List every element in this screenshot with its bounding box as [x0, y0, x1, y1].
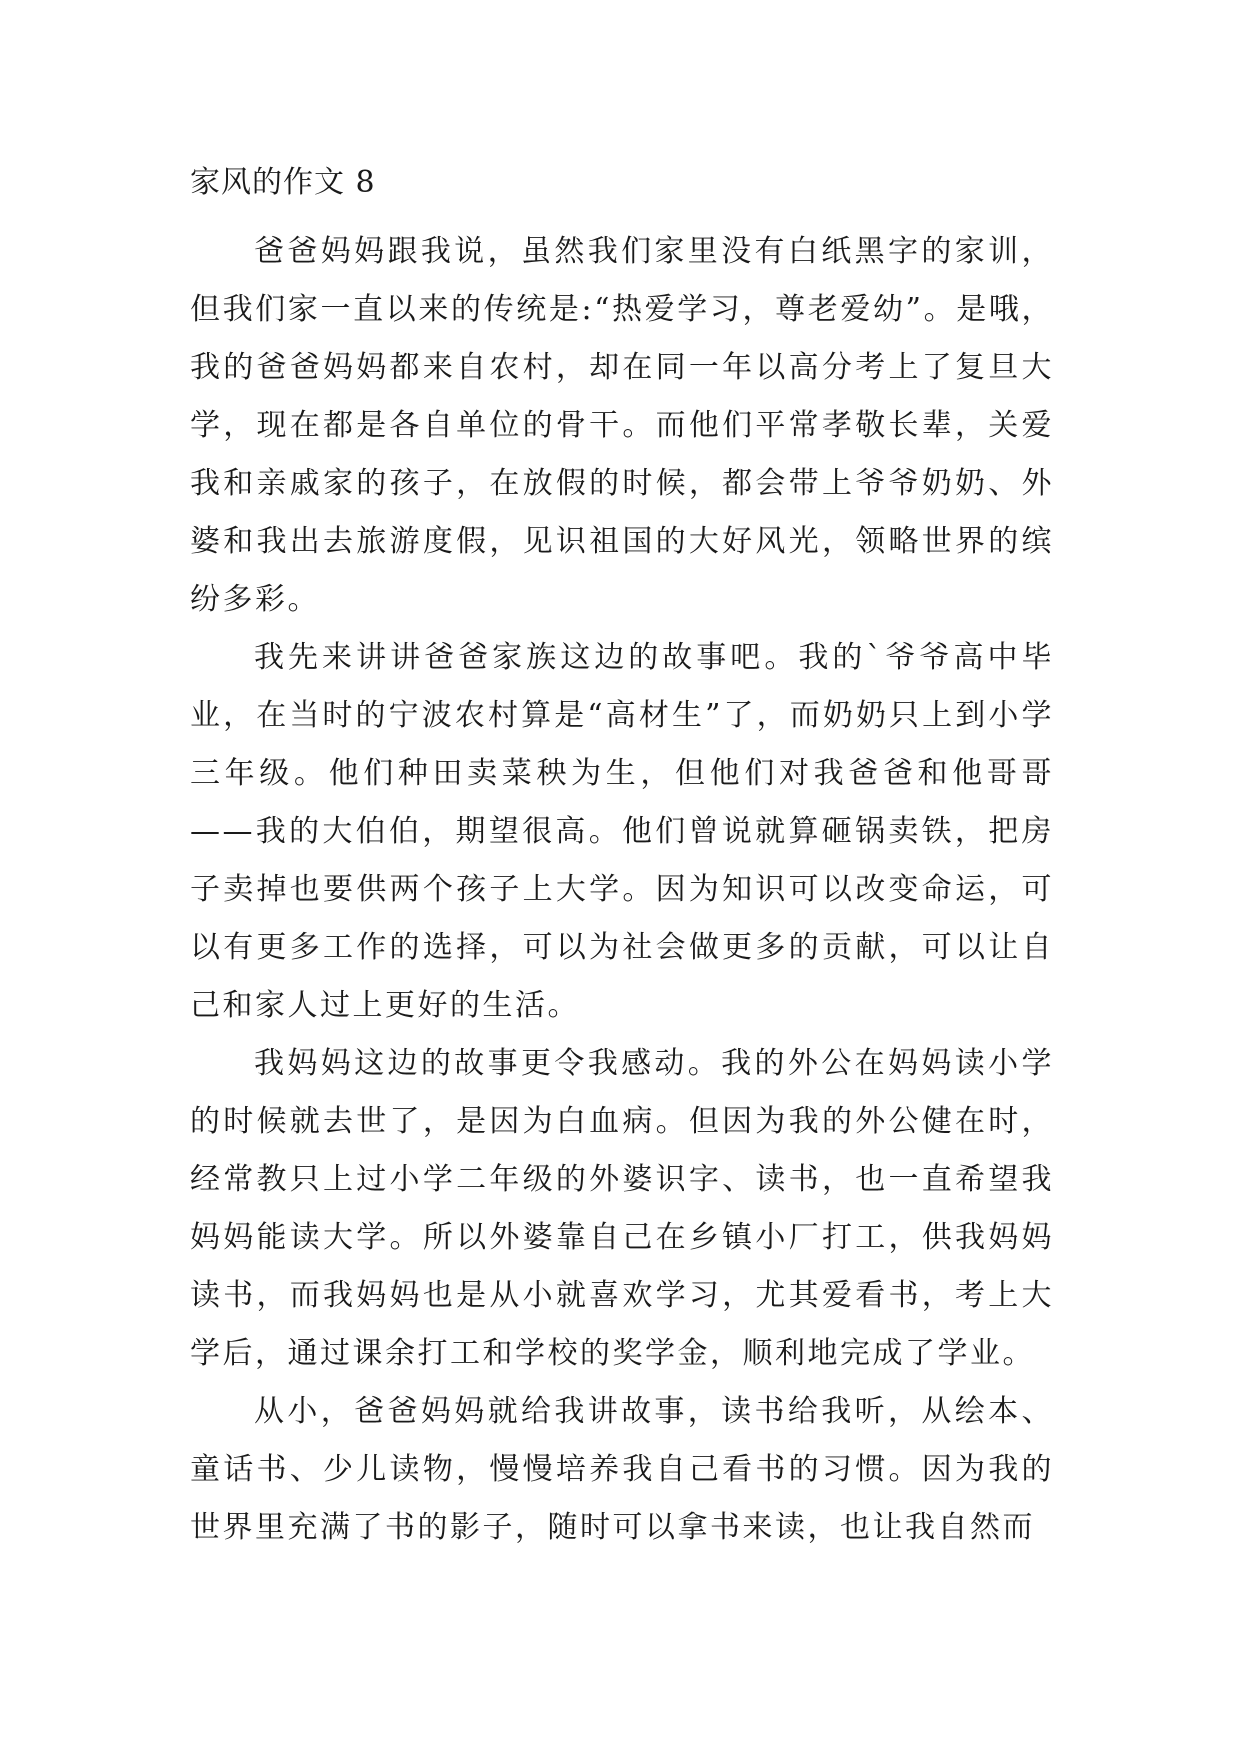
- paragraph-family-tradition: 爸爸妈妈跟我说，虽然我们家里没有白纸黑字的家训，但我们家一直以来的传统是:“热爱学习，尊老爱幼”。是哦，我的爸爸妈妈都来自农村，却在同一年以高分考上了复旦大学，现在都是各自单位的骨干。而他们平常孝敬长辈，关爱我和亲戚家的孩子，在放假的时候，都会带上爷爷奶奶、外婆和我出去旅游度假，见识祖国的大好风光，领略世界的缤纷多彩。: [190, 234, 1054, 617]
- document-body: [190, 163, 1054, 1557]
- paragraph-mother-family: 我妈妈这边的故事更令我感动。我的外公在妈妈读小学的时候就去世了，是因为白血病。但因为我的外公健在时，经常教只上过小学二年级的外婆识字、读书，也一直希望我妈妈能读大学。所以外婆靠自己在乡镇小厂打工，供我妈妈读书，而我妈妈也是从小就喜欢学习，尤其爱看书，考上大学后，通过课余打工和学校的奖学金，顺利地完成了学业。: [190, 1046, 1054, 1371]
- paragraph-reading-habit: 从小，爸爸妈妈就给我讲故事，读书给我听，从绘本、童话书、少儿读物，慢慢培养我自己看书的习惯。因为我的世界里充满了书的影子，随时可以拿书来读，也让我自然而: [190, 1394, 1054, 1545]
- paragraph-father-family: 我先来讲讲爸爸家族这边的故事吧。我的`爷爷高中毕业，在当时的宁波农村算是“高材生”了，而奶奶只上到小学三年级。他们种田卖菜秧为生，但他们对我爸爸和他哥哥——我的大伯伯，期望很高。他们曾说就算砸锅卖铁，把房子卖掉也要供两个孩子上大学。因为知识可以改变命运，可以有更多工作的选择，可以为社会做更多的贡献，可以让自己和家人过上更好的生活。: [190, 640, 1054, 1023]
- document-title: 家风的作文 8: [190, 165, 376, 200]
